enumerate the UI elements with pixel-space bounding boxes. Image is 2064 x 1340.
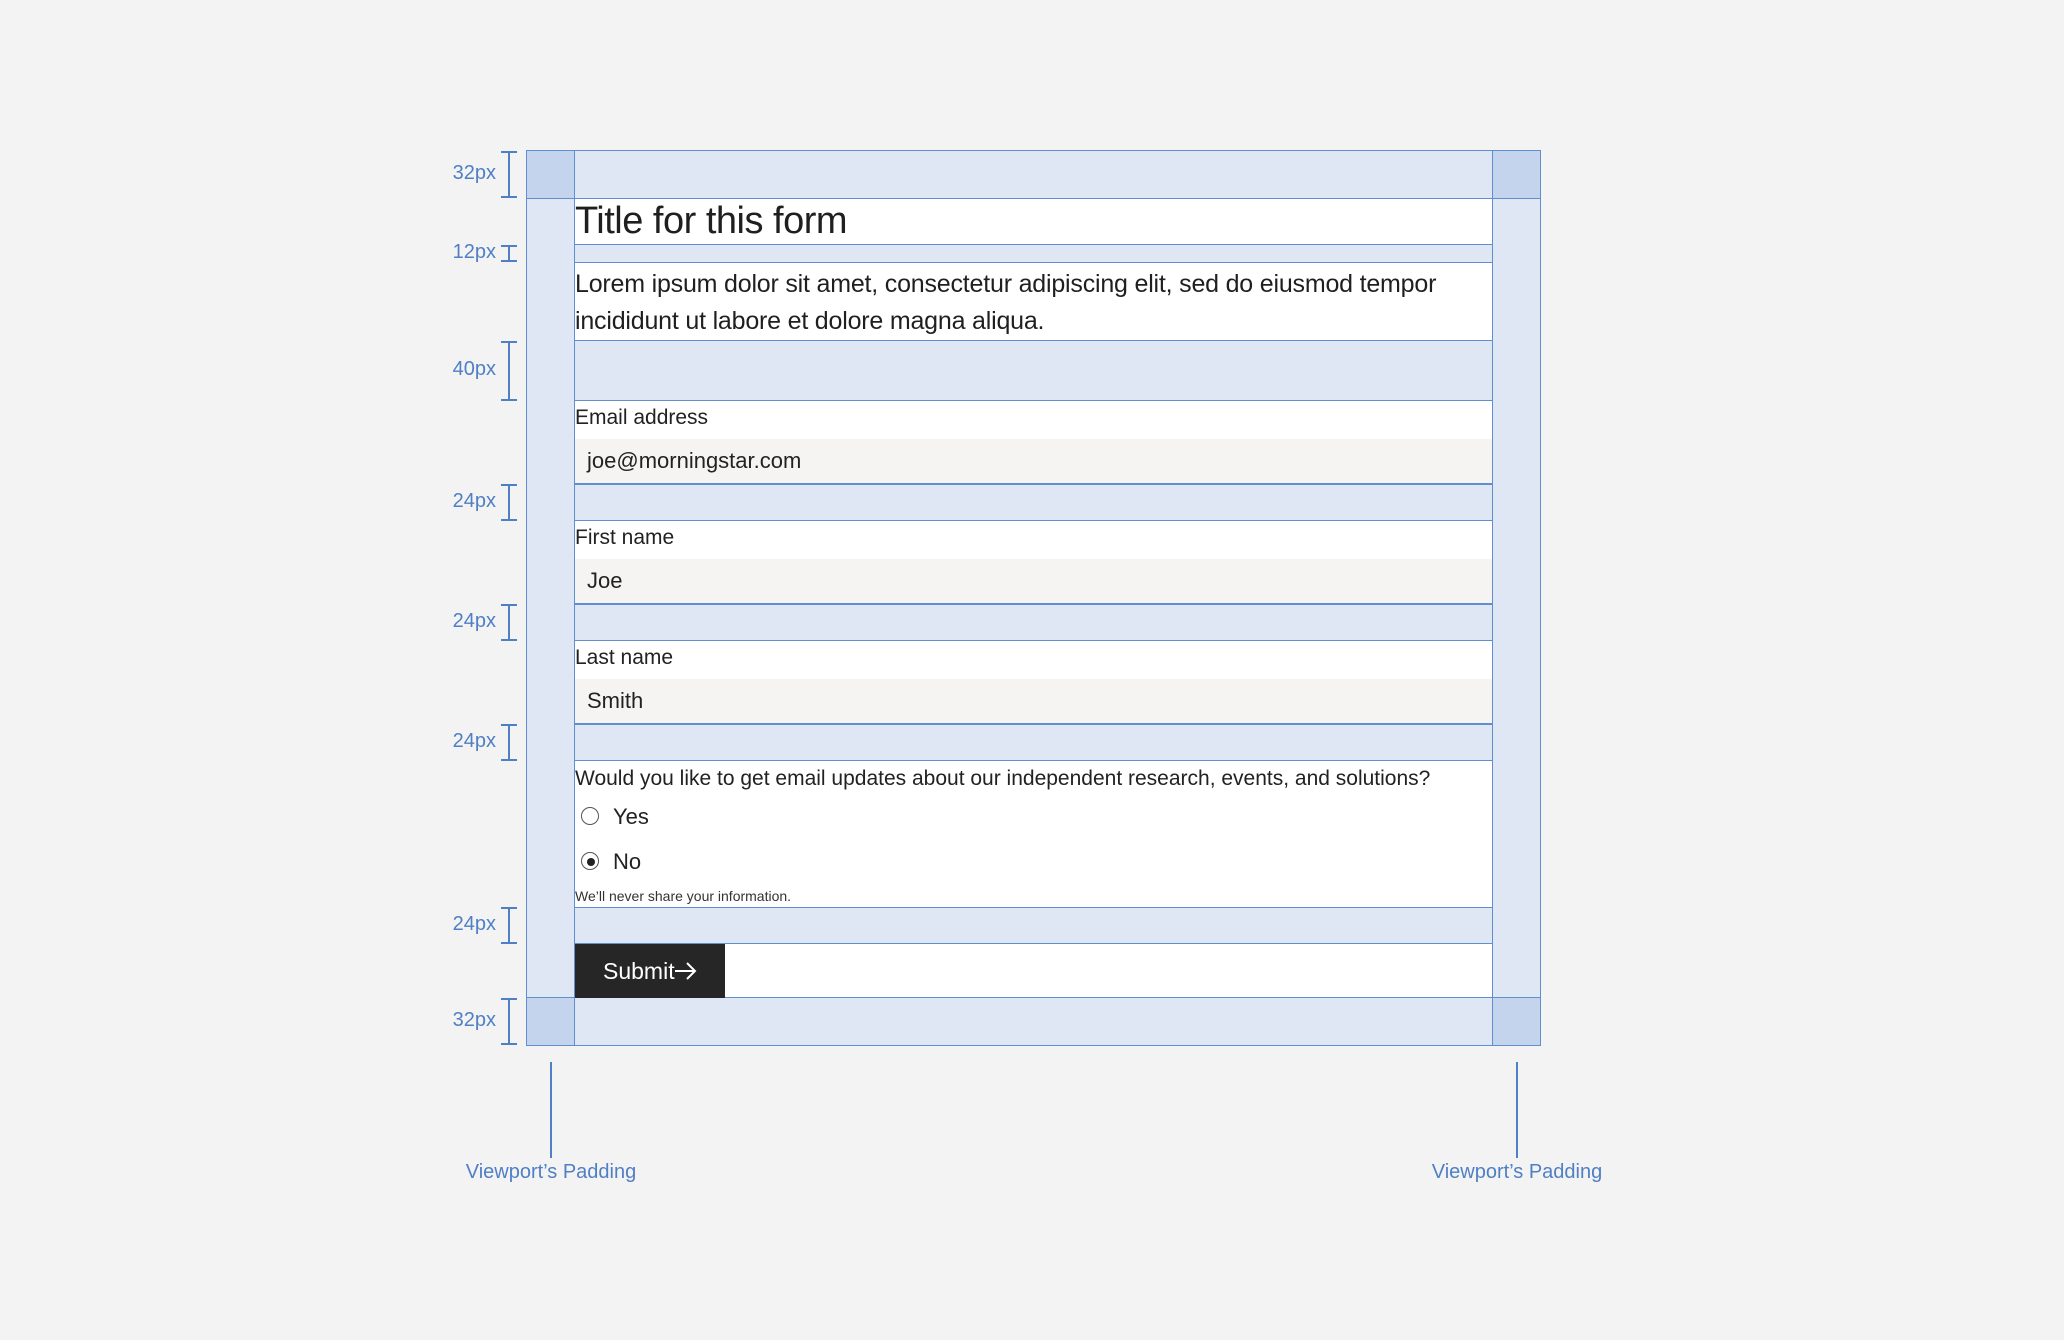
left-padding-leader <box>550 1062 552 1158</box>
spacer-40 <box>574 340 1493 401</box>
radio-no-circle[interactable] <box>581 852 599 870</box>
right-padding-leader <box>1516 1062 1518 1158</box>
last-name-field[interactable]: Smith <box>575 679 1492 725</box>
right-padding-label: Viewport’s Padding <box>1431 1161 1603 1183</box>
first-name-field[interactable]: Joe <box>575 559 1492 605</box>
arrow-right-icon <box>673 960 699 982</box>
radio-option-yes[interactable] <box>581 803 701 831</box>
top-left-corner <box>526 150 575 199</box>
left-padding <box>526 198 575 998</box>
top-padding <box>574 150 1493 199</box>
bottom-padding <box>574 997 1493 1046</box>
spacer-24-d <box>574 907 1493 944</box>
title-block <box>574 198 1493 245</box>
form-description: Lorem ipsum dolor sit amet, consectetur adipiscing elit, sed do eiusmod tempor incididunt ut labore et dolore magna aliqua. <box>575 270 1437 335</box>
bottom-left-corner <box>526 997 575 1046</box>
description-block <box>574 262 1493 341</box>
last-name-block <box>574 640 1493 725</box>
question-block <box>574 760 1493 908</box>
spacer-24-b <box>574 604 1493 641</box>
spacer-24-c <box>574 724 1493 761</box>
last-name-label: Last name <box>575 646 674 669</box>
email-field[interactable]: joe@morningstar.com <box>575 439 1492 485</box>
top-right-corner <box>1492 150 1541 199</box>
radio-yes-circle[interactable] <box>581 807 599 825</box>
spacer-12 <box>574 244 1493 263</box>
bottom-right-corner <box>1492 997 1541 1046</box>
right-padding <box>1492 198 1541 998</box>
radio-no-label: No <box>613 849 642 874</box>
email-label: Email address <box>575 406 709 429</box>
radio-selected-dot <box>587 858 595 866</box>
first-name-block <box>574 520 1493 605</box>
submit-block <box>574 943 1493 998</box>
first-name-label: First name <box>575 526 675 549</box>
email-block <box>574 400 1493 485</box>
question-text: Would you like to get email updates about our independent research, events, and solutions? <box>575 767 1431 790</box>
spacer-24-a <box>574 484 1493 521</box>
submit-label: Submit <box>603 958 675 984</box>
submit-button[interactable] <box>575 944 725 998</box>
left-padding-label: Viewport’s Padding <box>465 1161 637 1183</box>
privacy-hint: We’ll never share your information. <box>575 888 792 904</box>
radio-yes-label: Yes <box>613 804 649 829</box>
form-title: Title for this form <box>575 200 848 242</box>
radio-option-no[interactable] <box>581 848 701 876</box>
